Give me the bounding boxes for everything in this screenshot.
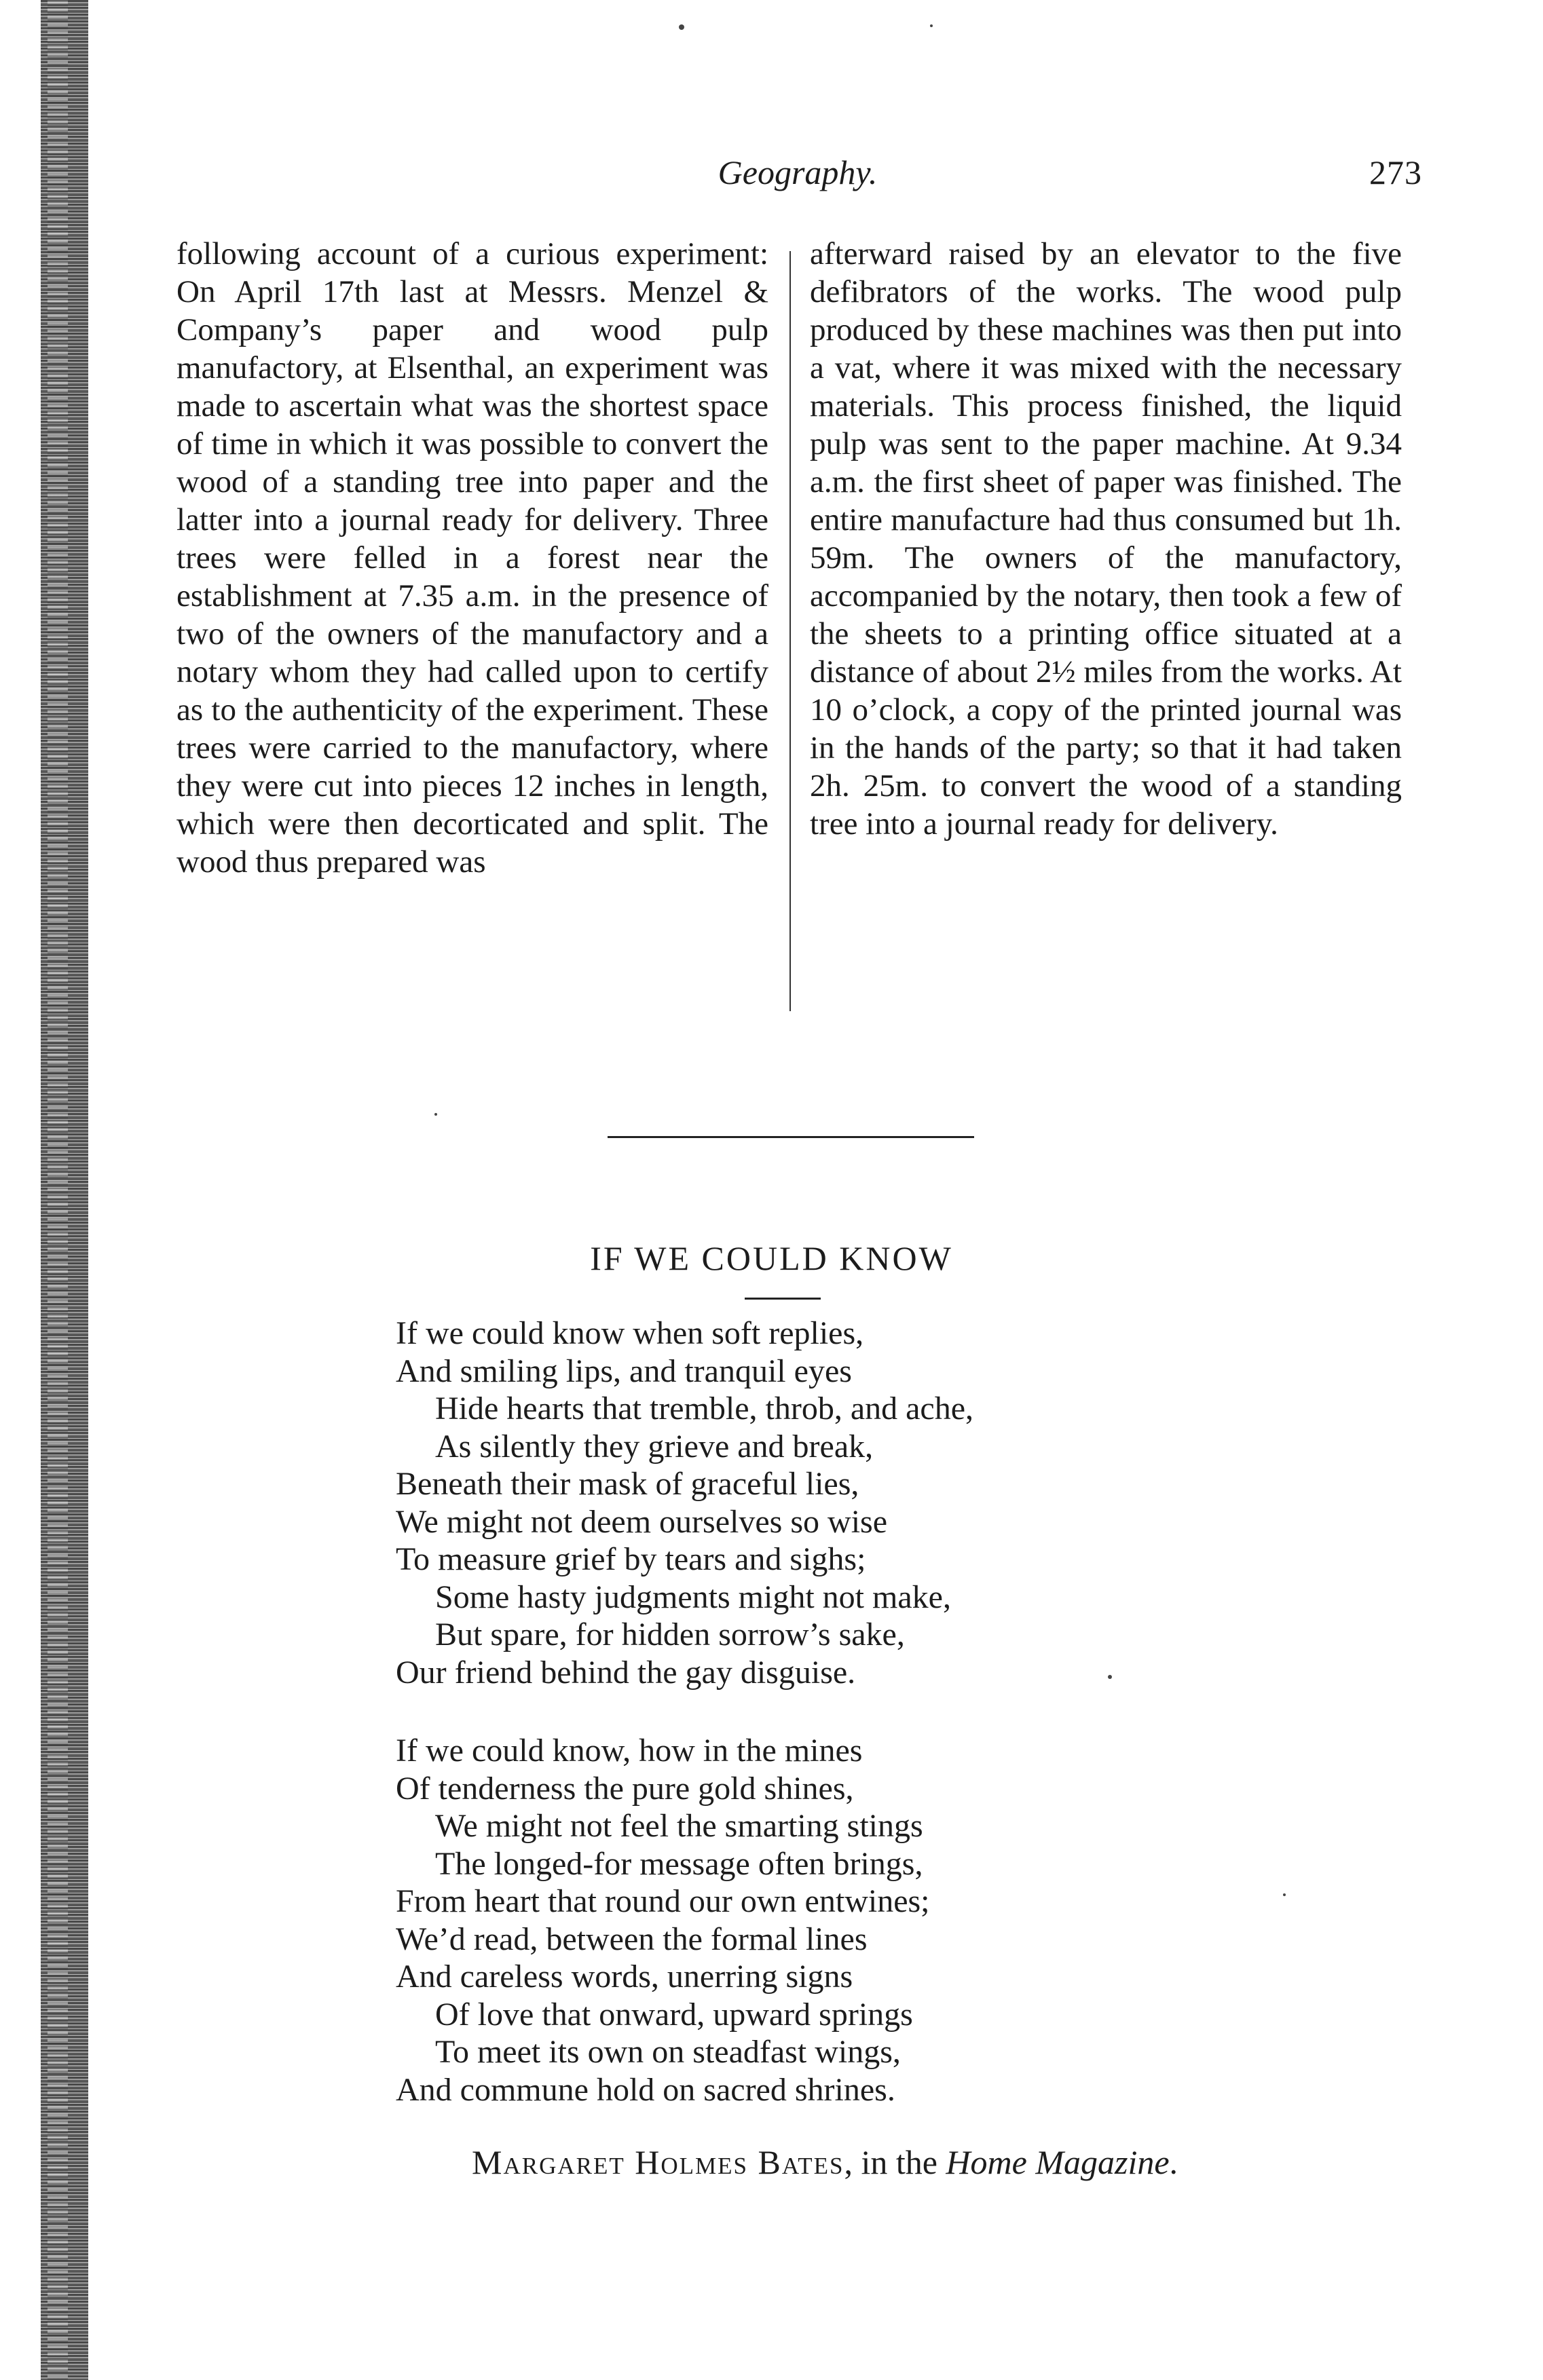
poem-line: To meet its own on steadfast wings, xyxy=(435,2034,901,2070)
poem-attribution xyxy=(472,2142,1178,2182)
poem-line: If we could know when soft replies, xyxy=(396,1315,864,1351)
poem-line: Of tenderness the pure gold shines, xyxy=(396,1770,854,1807)
poem-stanza-1 xyxy=(396,1315,1210,1691)
magazine-name: Home Magazine xyxy=(946,2143,1170,2181)
poem-line: Of love that onward, upward springs xyxy=(435,1996,913,2033)
article-right-column: afterward raised by an elevator to the five defibrators of the works. The wood pulp produced by these machines was then put into a vat, where it was mixed with the necessary materials. This process finished, the liquid pulp was sent to the paper machine. At 9.34 a.m. the first sheet of paper was finished. The entire manufacture had thus consumed but 1h. 59m. The owners of the manufactory, accompanied by the notary, then took a few of the sheets to a printing office situated at a distance of about 2½ miles from the works. At 10 o’clock, a copy of the printed journal was in the hands of the party; so that it had taken 2h. 25m. to convert the wood of a standing tree into a journal ready for delivery. xyxy=(810,236,1402,842)
page-header xyxy=(173,153,1422,200)
poem-line: And careless words, unerring signs xyxy=(396,1959,853,1995)
poem-line: Our friend behind the gay disguise. xyxy=(396,1654,856,1690)
poem-stanza-2 xyxy=(396,1732,1210,2109)
author-name: Margaret Holmes Bates xyxy=(472,2143,844,2181)
poem-line: We might not feel the smarting stings xyxy=(435,1808,923,1844)
poem-line: And commune hold on sacred shrines. xyxy=(396,2071,895,2108)
print-speck xyxy=(930,24,933,27)
poem-line: We’d read, between the formal lines xyxy=(396,1921,868,1957)
article-left-column: following account of a curious experiment: On April 17th last at Messrs. Menzel & Company’s paper and wood pulp manufactory, at Elsenthal, an experiment was made to ascertain what was the shortest space of time in which it was possible to convert the wood of a standing tree into paper and the latter into a journal ready for delivery. Three trees were felled in a forest near the establishment at 7.35 a.m. in the presence of two of the owners of the manufactory and a notary whom they had called upon to certify as to the authenticity of the experiment. These trees were carried to the manufactory, where they were cut into pieces 12 inches in length, which were then decorticated and split. The wood thus prepared was xyxy=(176,236,768,880)
page-number: 273 xyxy=(1369,153,1422,191)
page-binding-edge xyxy=(41,0,88,2380)
print-speck xyxy=(679,24,684,30)
print-speck xyxy=(1283,1893,1286,1896)
poem-line: But spare, for hidden sorrow’s sake, xyxy=(435,1617,905,1652)
attribution-end: . xyxy=(1169,2143,1178,2181)
poem-line: As silently they grieve and break, xyxy=(435,1428,874,1465)
print-speck xyxy=(1108,1675,1112,1679)
poem-line: We might not deem ourselves so wise xyxy=(396,1503,888,1540)
poem-line: If we could know, how in the mines xyxy=(396,1733,863,1769)
running-head: Geography. xyxy=(718,153,878,191)
poem-line: Beneath their mask of graceful lies, xyxy=(396,1466,859,1502)
poem-line: From heart that round our own entwines; xyxy=(396,1883,930,1919)
attribution-connector: , in the xyxy=(844,2143,946,2181)
print-speck xyxy=(434,1113,437,1116)
title-underline xyxy=(745,1298,821,1300)
column-divider xyxy=(789,251,791,1011)
section-divider xyxy=(608,1136,974,1138)
poem-line: And smiling lips, and tranquil eyes xyxy=(396,1353,852,1389)
poem-line: Hide hearts that tremble, throb, and ache, xyxy=(435,1391,974,1427)
poem-line: The longed-for message often brings, xyxy=(435,1845,923,1882)
poem-line: Some hasty judgments might not make, xyxy=(435,1579,951,1615)
poem-line: To measure grief by tears and sighs; xyxy=(396,1541,866,1577)
poem-title: IF WE COULD KNOW xyxy=(590,1239,953,1277)
